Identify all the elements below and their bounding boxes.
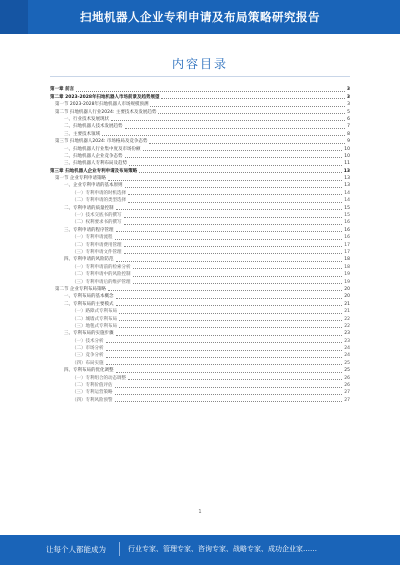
toc-dot-leader xyxy=(139,172,342,173)
toc-entry-page: 16 xyxy=(344,227,350,233)
toc-dot-leader xyxy=(119,320,342,321)
toc-dot-leader xyxy=(128,194,342,195)
toc-entry-page: 23 xyxy=(344,338,350,344)
toc-dot-leader xyxy=(143,150,343,151)
toc-entry-page: 16 xyxy=(344,220,350,226)
toc-entry[interactable] xyxy=(50,315,350,322)
toc-entry-label: （二）市场分析 xyxy=(72,346,104,352)
toc-entry-page: 20 xyxy=(344,294,350,300)
footer-slogan: 让每个人都能成为 xyxy=(46,545,106,554)
toc-dot-leader xyxy=(133,268,343,269)
toc-entry-page: 10 xyxy=(344,153,350,159)
toc-entry-page: 26 xyxy=(344,383,350,389)
toc-entry-page: 13 xyxy=(344,176,350,182)
toc-entry[interactable] xyxy=(50,330,350,337)
toc-entry-label: 一、扫地机器人行业集中度及市场份额 xyxy=(64,146,141,152)
footer-divider xyxy=(119,542,120,556)
toc-entry-page: 21 xyxy=(344,309,350,315)
toc-entry-page: 27 xyxy=(344,390,350,396)
toc-entry[interactable] xyxy=(50,116,350,123)
toc-entry-label: （四）布局实施 xyxy=(72,360,104,366)
toc-entry-label: 一、专利布局的基本概念 xyxy=(64,294,114,300)
toc-entry-page: 22 xyxy=(344,316,350,322)
toc-dot-leader xyxy=(116,261,343,262)
footer-tagline: 行业专家、管理专家、咨询专家、战略专家、成功企业家…… xyxy=(128,545,317,553)
toc-title: 内容目录 xyxy=(171,57,228,71)
toc-dot-leader xyxy=(106,342,343,343)
toc-entry-label: 四、专利申请的风险防范 xyxy=(64,257,114,263)
toc-entry[interactable] xyxy=(50,249,350,256)
toc-dot-leader xyxy=(124,224,343,225)
toc-entry-label: （一）专利申请流程 xyxy=(72,235,113,241)
toc-entry[interactable] xyxy=(50,101,350,108)
toc-entry[interactable] xyxy=(50,278,350,285)
toc-entry-label: （二）专利申请的类型选择 xyxy=(72,198,126,204)
toc-entry-page: 23 xyxy=(344,331,350,337)
toc-entry-page: 25 xyxy=(344,360,350,366)
toc-entry[interactable] xyxy=(50,182,350,189)
toc-dot-leader xyxy=(150,106,345,107)
toc-dot-leader xyxy=(116,305,343,306)
toc-entry-label: （一）技术交底书的撰写 xyxy=(72,213,122,219)
toc-entry[interactable] xyxy=(50,345,350,352)
toc-entry-label: 第一节 2023-2028年扫地机器人市场规模预测 xyxy=(55,102,149,108)
toc-entry-label: （三）专利运营策略 xyxy=(72,390,113,396)
toc-dot-leader xyxy=(125,187,343,188)
toc-entry-page: 18 xyxy=(344,257,350,263)
toc-entry-label: 三、扫地机器人专利布局及趋势 xyxy=(64,161,127,167)
toc-dot-leader xyxy=(106,350,343,351)
toc-dot-leader xyxy=(149,143,345,144)
toc-entry-page: 3 xyxy=(346,87,350,93)
toc-title-divider xyxy=(50,76,350,77)
toc-entry-page: 13 xyxy=(343,168,350,174)
toc-entry-page: 3 xyxy=(346,94,350,100)
toc-entry-label: 一、行业技术发展现状 xyxy=(64,116,109,122)
toc-entry-label: （一）专利组合的动态调整 xyxy=(72,375,126,381)
toc-dot-leader xyxy=(161,98,344,99)
toc-entry-label: 第二节 扫地机器人行业2024: 主要技术及发展趋势 xyxy=(55,109,157,115)
toc-entry-page: 10 xyxy=(344,146,350,152)
toc-dot-leader xyxy=(124,246,343,247)
toc-entry[interactable] xyxy=(50,138,350,145)
toc-dot-leader xyxy=(111,120,345,121)
toc-entry[interactable] xyxy=(50,367,350,374)
toc-entry[interactable] xyxy=(50,241,350,248)
toc-entry[interactable] xyxy=(50,382,350,389)
toc-entry-label: （一）专利申请前的检索分析 xyxy=(72,264,131,270)
toc-entry-page: 19 xyxy=(344,279,350,285)
toc-entry-page: 3 xyxy=(347,102,350,108)
toc-entry[interactable] xyxy=(50,197,350,204)
toc-entry[interactable] xyxy=(50,293,350,300)
toc-entry[interactable] xyxy=(50,234,350,241)
toc-entry-page: 15 xyxy=(344,205,350,211)
toc-entry[interactable] xyxy=(50,300,350,307)
toc-entry-label: （三）地毯式专利布局 xyxy=(72,323,117,329)
toc-entry[interactable] xyxy=(50,145,350,152)
toc-entry-page: 14 xyxy=(344,190,350,196)
toc-dot-leader xyxy=(115,239,343,240)
toc-entry-label: （三）专利申请后的维护管理 xyxy=(72,279,131,285)
toc-entry[interactable] xyxy=(50,271,350,278)
toc-entry-page: 24 xyxy=(344,346,350,352)
toc-entry[interactable] xyxy=(50,337,350,344)
toc-entry-label: （一）技术分析 xyxy=(72,338,104,344)
toc-entry-page: 20 xyxy=(344,286,350,292)
toc-dot-leader xyxy=(108,180,342,181)
toc-entry-label: （三）竞争分析 xyxy=(72,353,104,359)
toc-dot-leader xyxy=(115,401,343,402)
report-header xyxy=(0,0,400,34)
toc-entry-page: 24 xyxy=(344,353,350,359)
toc-dot-leader xyxy=(133,283,343,284)
toc-entry[interactable] xyxy=(50,175,350,182)
toc-entry[interactable] xyxy=(50,374,350,381)
toc-entry[interactable] xyxy=(50,352,350,359)
toc-entry[interactable] xyxy=(50,263,350,270)
toc-entry-label: 三、主要技术领域 xyxy=(64,131,100,137)
toc-entry[interactable] xyxy=(50,308,350,315)
toc-entry-page: 19 xyxy=(344,272,350,278)
toc-entry[interactable] xyxy=(50,226,350,233)
toc-entry-label: （四）专利风险预警 xyxy=(72,397,113,403)
toc-entry[interactable] xyxy=(50,130,350,137)
toc-entry-page: 11 xyxy=(344,161,350,167)
toc-entry[interactable] xyxy=(50,256,350,263)
toc-entry[interactable] xyxy=(50,86,350,93)
toc-dot-leader xyxy=(125,157,343,158)
toc-entry-label: 四、专利布局的优化调整 xyxy=(64,368,114,374)
toc-dot-leader xyxy=(158,113,345,114)
toc-entry-page: 5 xyxy=(347,109,350,115)
toc-entry-page: 14 xyxy=(344,198,350,204)
toc-entry-page: 27 xyxy=(344,397,350,403)
toc-dot-leader xyxy=(115,387,343,388)
toc-dot-leader xyxy=(76,91,345,92)
toc-dot-leader xyxy=(115,394,343,395)
toc-entry[interactable] xyxy=(50,389,350,396)
toc-entry[interactable] xyxy=(50,160,350,167)
toc-entry-page: 6 xyxy=(347,116,350,122)
toc-dot-leader xyxy=(106,364,343,365)
footer-banner xyxy=(0,535,400,565)
toc-entry[interactable] xyxy=(50,108,350,115)
toc-entry-page: 13 xyxy=(344,183,350,189)
toc-entry-page: 17 xyxy=(344,249,350,255)
toc-dot-leader xyxy=(129,165,342,166)
toc-entry[interactable] xyxy=(50,123,350,130)
toc-entry[interactable] xyxy=(50,167,350,174)
toc-entry[interactable] xyxy=(50,153,350,160)
toc-entry-label: 二、扫地机器人技术发展趋势 xyxy=(64,124,123,130)
toc-entry-label: （一）专利申请的时机选择 xyxy=(72,190,126,196)
toc-entry-page: 9 xyxy=(347,139,350,145)
toc-entry[interactable] xyxy=(50,323,350,330)
report-title: 扫地机器人企业专利申请及布局策略研究报告 xyxy=(80,10,320,24)
toc-entry-label: 第一节 企业专利申请策略 xyxy=(55,176,106,182)
toc-entry-label: 第三章 扫地机器人企业专利申请及布局策略 xyxy=(50,168,138,174)
toc-dot-leader xyxy=(124,253,343,254)
toc-entry-label: 二、专利布局的主要模式 xyxy=(64,301,114,307)
toc-dot-leader xyxy=(133,276,343,277)
toc-entry-label: 第二节 企业专利布局策略 xyxy=(55,286,106,292)
toc-entry[interactable] xyxy=(50,286,350,293)
toc-dot-leader xyxy=(116,298,343,299)
toc-entry[interactable] xyxy=(50,189,350,196)
toc-entry-label: 二、专利申请的质量控制 xyxy=(64,205,114,211)
toc-entry-page: 8 xyxy=(347,131,350,137)
toc-entry-label: （二）专利申请中的风险控制 xyxy=(72,272,131,278)
toc-entry-label: （二）权利要求书的撰写 xyxy=(72,220,122,226)
toc-entry-label: （二）城墙式专利布局 xyxy=(72,316,117,322)
toc-entry[interactable] xyxy=(50,212,350,219)
toc-dot-leader xyxy=(119,313,342,314)
toc-dot-leader xyxy=(128,202,342,203)
toc-entry-label: 一、企业专利申请的基本原则 xyxy=(64,183,123,189)
toc-entry-page: 7 xyxy=(347,124,350,130)
toc-entry-page: 26 xyxy=(344,375,350,381)
toc-entry-label: （一）路障式专利布局 xyxy=(72,309,117,315)
toc-entry[interactable] xyxy=(50,204,350,211)
toc-entry-label: （二）专利申请费用管理 xyxy=(72,242,122,248)
toc-dot-leader xyxy=(116,372,343,373)
toc-entry-page: 25 xyxy=(344,368,350,374)
toc-entry-page: 15 xyxy=(344,213,350,219)
toc-entry[interactable] xyxy=(50,93,350,100)
toc-dot-leader xyxy=(116,209,343,210)
toc-entry-page: 17 xyxy=(344,242,350,248)
toc-dot-leader xyxy=(108,290,342,291)
toc-entry-label: 三、专利布局的实施步骤 xyxy=(64,331,114,337)
toc-entry-page: 18 xyxy=(344,264,350,270)
toc-dot-leader xyxy=(124,217,343,218)
toc-entry[interactable] xyxy=(50,359,350,366)
toc-entry-label: （二）专利价值评估 xyxy=(72,383,113,389)
toc-entry-page: 16 xyxy=(344,235,350,241)
toc-dot-leader xyxy=(119,327,342,328)
toc-dot-leader xyxy=(116,231,343,232)
toc-dot-leader xyxy=(125,128,346,129)
toc-dot-leader xyxy=(106,357,343,358)
toc-entry-page: 21 xyxy=(344,301,350,307)
toc-entry-label: （三）专利申请文件管理 xyxy=(72,249,122,255)
toc-entry-label: 第一章 前言 xyxy=(50,87,75,93)
toc-entry-label: 第三节 扫地机器人2024: 市场格局及竞争态势 xyxy=(55,139,148,145)
toc-dot-leader xyxy=(116,335,343,336)
toc-entry-label: 第二章 2023-2028年扫地机器人市场前景及趋势展望 xyxy=(50,94,160,100)
page-number: 1 xyxy=(198,509,202,515)
toc-dot-leader xyxy=(102,135,345,136)
toc-entry-page: 22 xyxy=(344,323,350,329)
toc-entry[interactable] xyxy=(50,396,350,403)
toc-dot-leader xyxy=(128,379,342,380)
toc-entry[interactable] xyxy=(50,219,350,226)
table-of-contents xyxy=(50,86,350,404)
toc-entry-label: 二、扫地机器人企业竞争态势 xyxy=(64,153,123,159)
toc-entry-label: 三、专利申请的程序管理 xyxy=(64,227,114,233)
